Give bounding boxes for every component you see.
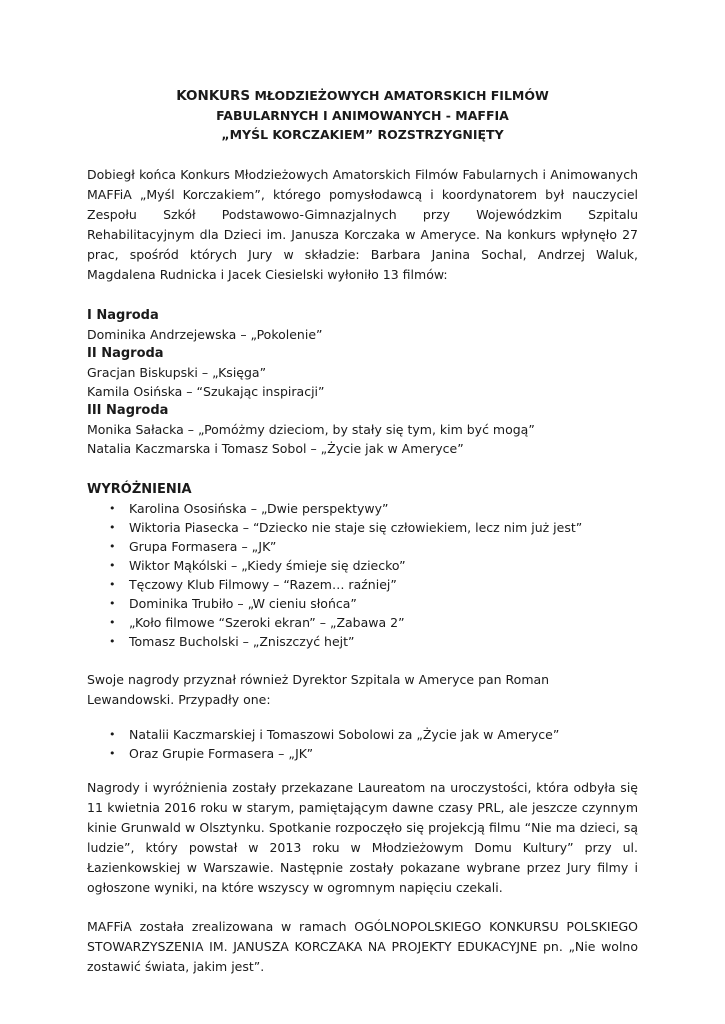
title-line-1 — [87, 86, 638, 106]
prize-heading-2: II Nagroda — [87, 346, 164, 361]
prize-heading-3: III Nagroda — [87, 403, 169, 418]
bullet-icon: • — [109, 728, 116, 741]
list-item: • Tęczowy Klub Filmowy – “Razem… raźniej” — [109, 577, 397, 592]
title-line-1-rest: MŁODZIEŻOWYCH AMATORSKICH FILMÓW — [250, 88, 549, 103]
list-item: • Wiktoria Piasecka – “Dziecko nie staje się człowiekiem, lecz nim już jest” — [109, 520, 583, 535]
list-item: • Oraz Grupie Formasera – „JK” — [109, 746, 314, 761]
prize-winner: Dominika Andrzejewska – „Pokolenie” — [87, 327, 323, 342]
prize-winner: Natalia Kaczmarska i Tomasz Sobol – „Życie jak w Ameryce” — [87, 441, 464, 456]
list-item: • Wiktor Mąkólski – „Kiedy śmieje się dziecko” — [109, 558, 406, 573]
list-item: • Dominika Trubiło – „W cieniu słońca” — [109, 596, 357, 611]
intro-paragraph: Dobiegł końca Konkurs Młodzieżowych Amatorskich Filmów Fabularnych i Animowanych MAFFiA „Myśl Korczakiem”, którego pomysłodawcą i koordynatorem był nauczyciel Zespołu Szkół Podstawowo-Gimnazjalnych przy Wojewódzkim Szpitalu Rehabilitacyjnym dla Dzieci im. Janusza Korczaka w Ameryce. Na konkurs wpłynęło 27 prac, spośród których Jury w składzie: Barbara Janina Sochal, Andrzej Waluk, Magdalena Rudnicka i Jacek Ciesielski wyłoniło 13 filmów: — [87, 167, 638, 282]
prizes-section — [87, 306, 638, 458]
prize-winner: Gracjan Biskupski – „Księga” — [87, 365, 267, 380]
title-line-2: FABULARNYCH I ANIMOWANYCH - MAFFIA — [216, 108, 509, 123]
director-paragraph: Swoje nagrody przyznał również Dyrektor Szpitala w Ameryce pan Roman Lewandowski. Przypadły one: — [87, 672, 550, 707]
bullet-icon: • — [109, 747, 116, 760]
bullet-icon: • — [109, 521, 116, 534]
list-item: • „Koło filmowe “Szeroki ekran” – „Zabawa 2” — [109, 615, 405, 630]
closing-paragraph: MAFFiA została zrealizowana w ramach OGÓLNOPOLSKIEGO KONKURSU POLSKIEGO STOWARZYSZENIA IM. JANUSZA KORCZAKA NA PROJEKTY EDUKACYJNE pn. „Nie wolno zostawić świata, jakim jest”. — [87, 919, 638, 974]
bullet-icon: • — [109, 616, 116, 629]
list-item: • Karolina Ososińska – „Dwie perspektywy” — [109, 501, 389, 516]
distinctions-list — [87, 499, 638, 651]
list-item: • Grupa Formasera – „JK” — [109, 539, 277, 554]
prize-winner: Monika Sałacka – „Pomóżmy dzieciom, by stały się tym, kim być mogą” — [87, 422, 535, 437]
title-line-3: „MYŚL KORCZAKIEM” ROZSTRZYGNIĘTY — [221, 127, 504, 142]
prize-winner: Kamila Osińska – “Szukając inspiracji” — [87, 384, 325, 399]
director-awards-list — [87, 725, 638, 763]
bullet-icon: • — [109, 559, 116, 572]
list-item: • Natalii Kaczmarskiej i Tomaszowi Sobolowi za „Życie jak w Ameryce” — [109, 727, 560, 742]
title-lead-word: KONKURS — [176, 88, 251, 104]
distinctions-section — [87, 480, 638, 651]
bullet-icon: • — [109, 597, 116, 610]
bullet-icon: • — [109, 578, 116, 591]
prize-heading-1: I Nagroda — [87, 308, 159, 323]
bullet-icon: • — [109, 540, 116, 553]
document-title — [87, 86, 638, 144]
bullet-icon: • — [109, 635, 116, 648]
ceremony-paragraph: Nagrody i wyróżnienia zostały przekazane Laureatom na uroczystości, która odbyła się 11 kwietnia 2016 roku w starym, pamiętającym dawne czasy PRL, ale jeszcze czynnym kinie Grunwald w Olsztynku. Spotkanie rozpoczęło się projekcją filmu “Nie ma dzieci, są ludzie”, który powstał w 2013 roku w Młodzieżowym Domu Kultury” przy ul. Łazienkowskiej w Warszawie. Następnie zostały pokazane wybrane przez Jury filmy i ogłoszone wyniki, na które wszyscy w ogromnym napięciu czekali. — [87, 780, 638, 895]
list-item: • Tomasz Bucholski – „Zniszczyć hejt” — [109, 634, 355, 649]
document-page — [87, 86, 638, 977]
bullet-icon: • — [109, 502, 116, 515]
distinctions-heading: WYRÓŻNIENIA — [87, 482, 192, 497]
